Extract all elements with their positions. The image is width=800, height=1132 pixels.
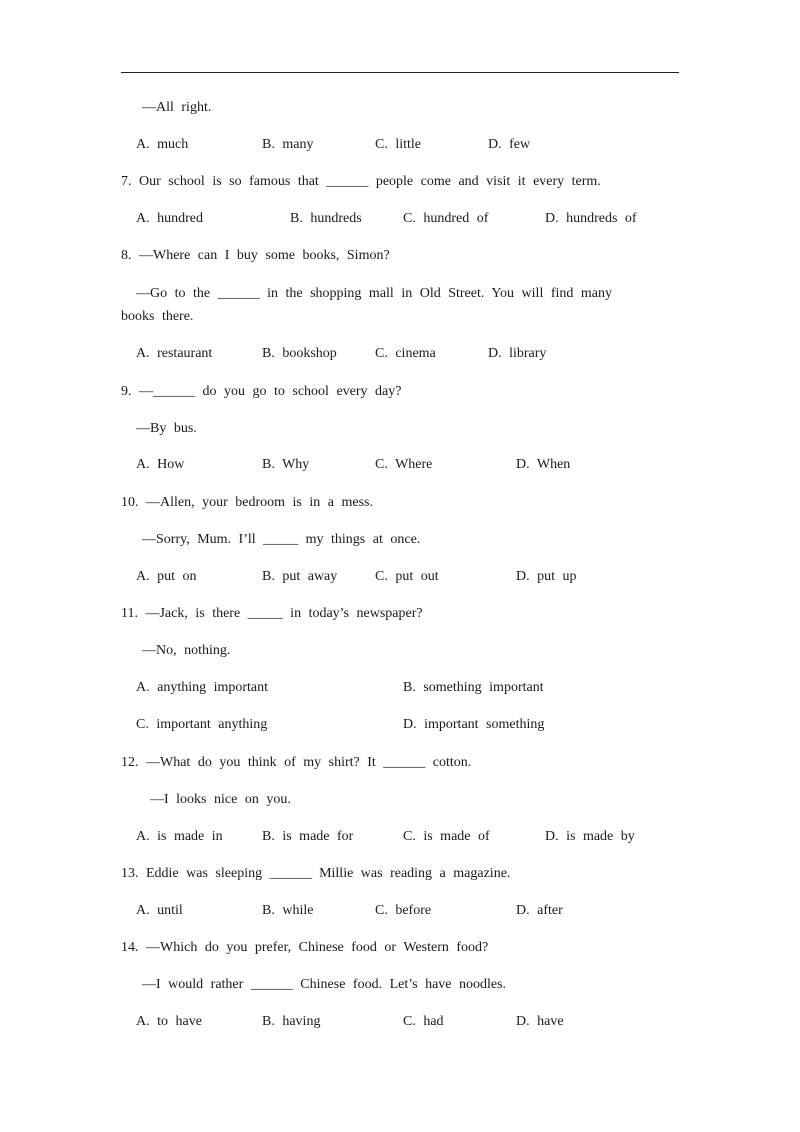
q11-option-a: A. anything important xyxy=(136,680,269,695)
q7-option-a: A. hundred xyxy=(136,211,203,226)
q14-option-c: C. had xyxy=(403,1014,444,1029)
q14-option-d: D. have xyxy=(516,1014,564,1029)
q8-reply-line-1: —Go to the ______ in the shopping mall in Old Street. You will find many xyxy=(136,286,612,301)
q12-option-b: B. is made for xyxy=(262,829,354,844)
q13-option-a: A. until xyxy=(136,903,183,918)
q14-reply: —I would rather ______ Chinese food. Let’s have noodles. xyxy=(142,977,507,992)
q11-option-d: D. important something xyxy=(403,717,545,732)
q14-option-b: B. having xyxy=(262,1014,321,1029)
q9-stem: 9. —______ do you go to school every day? xyxy=(121,384,402,399)
q8-option-a: A. restaurant xyxy=(136,346,213,361)
q10-option-a: A. put on xyxy=(136,569,197,584)
q13-option-b: B. while xyxy=(262,903,314,918)
q11-reply: —No, nothing. xyxy=(142,643,231,658)
q12-option-d: D. is made by xyxy=(545,829,635,844)
q7-stem: 7. Our school is so famous that ______ people come and visit it every term. xyxy=(121,174,601,189)
q9-option-a: A. How xyxy=(136,457,185,472)
q9-option-d: D. When xyxy=(516,457,571,472)
q14-option-a: A. to have xyxy=(136,1014,202,1029)
q7-option-b: B. hundreds xyxy=(290,211,362,226)
q9-option-b: B. Why xyxy=(262,457,310,472)
q8-option-b: B. bookshop xyxy=(262,346,337,361)
q10-stem: 10. —Allen, your bedroom is in a mess. xyxy=(121,495,373,510)
q12-reply: —I looks nice on you. xyxy=(150,792,291,807)
q6-option-b: B. many xyxy=(262,137,314,152)
q10-option-b: B. put away xyxy=(262,569,338,584)
q10-reply: —Sorry, Mum. I’ll _____ my things at once. xyxy=(142,532,421,547)
q8-reply-line-2: books there. xyxy=(121,309,194,324)
q13-option-d: D. after xyxy=(516,903,563,918)
q8-stem: 8. —Where can I buy some books, Simon? xyxy=(121,248,390,263)
q7-option-c: C. hundred of xyxy=(403,211,489,226)
q8-option-c: C. cinema xyxy=(375,346,436,361)
q9-option-c: C. Where xyxy=(375,457,433,472)
q6-option-c: C. little xyxy=(375,137,421,152)
q10-option-c: C. put out xyxy=(375,569,439,584)
q6-option-d: D. few xyxy=(488,137,531,152)
header-rule xyxy=(121,72,679,73)
q13-stem: 13. Eddie was sleeping ______ Millie was reading a magazine. xyxy=(121,866,511,881)
q12-stem: 12. —What do you think of my shirt? It ______ cotton. xyxy=(121,755,472,770)
q7-option-d: D. hundreds of xyxy=(545,211,637,226)
q6-reply: —All right. xyxy=(142,100,212,115)
q6-option-a: A. much xyxy=(136,137,189,152)
q11-stem: 11. —Jack, is there _____ in today’s newspaper? xyxy=(121,606,423,621)
q11-option-c: C. important anything xyxy=(136,717,268,732)
q12-option-c: C. is made of xyxy=(403,829,490,844)
q14-stem: 14. —Which do you prefer, Chinese food or Western food? xyxy=(121,940,489,955)
q10-option-d: D. put up xyxy=(516,569,577,584)
q9-reply: —By bus. xyxy=(136,421,197,436)
q8-option-d: D. library xyxy=(488,346,547,361)
q12-option-a: A. is made in xyxy=(136,829,223,844)
q13-option-c: C. before xyxy=(375,903,432,918)
q11-option-b: B. something important xyxy=(403,680,544,695)
